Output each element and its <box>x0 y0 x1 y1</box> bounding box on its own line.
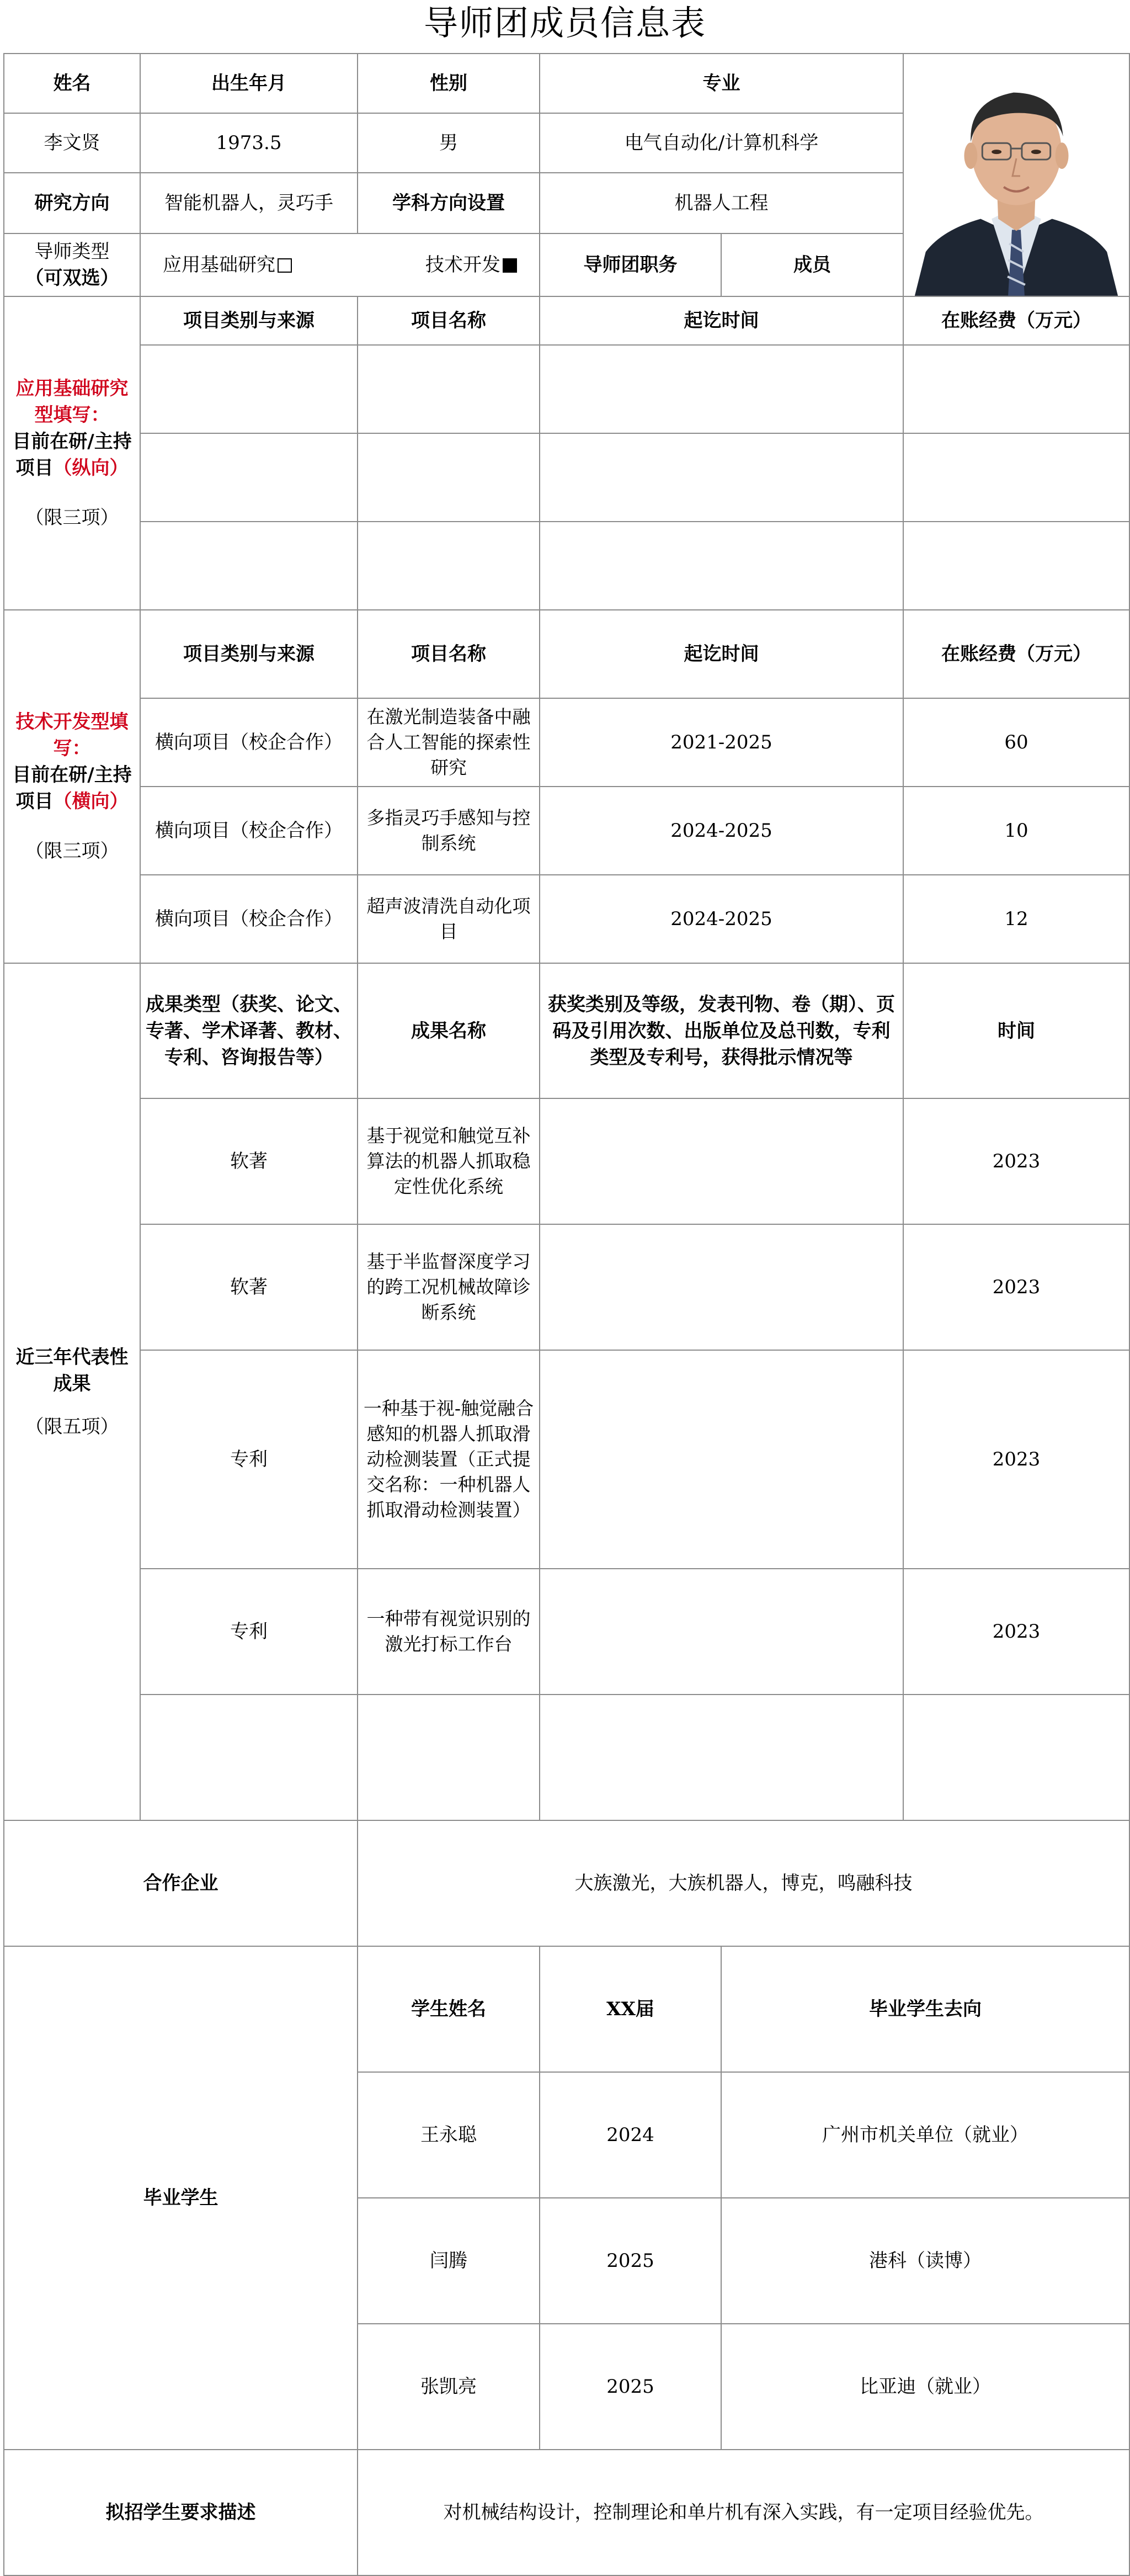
table-row <box>4 1695 1129 1820</box>
grad-row-3-year: 2025 <box>540 2324 721 2450</box>
table-row <box>4 787 1129 875</box>
tech-dev-projects-label: 目前在研/主持项目 <box>12 764 132 812</box>
table-row <box>4 1098 1129 1224</box>
basic-research-label-cell <box>4 296 140 610</box>
mentor-name: 李文贤 <box>4 113 140 173</box>
research-label: 研究方向 <box>4 173 140 233</box>
checked-box-icon <box>503 258 517 273</box>
tech-row-3-name: 超声波清洗自动化项目 <box>358 875 540 963</box>
achievements-label-cell <box>4 963 140 1820</box>
mentor-photo <box>903 54 1129 296</box>
tech-row-1-source: 横向项目（校企合作） <box>140 698 358 787</box>
basic-research-projects-label: 目前在研/主持项目 <box>12 431 132 479</box>
mentor-info-table <box>3 53 1130 2576</box>
tech-row-1-period: 2021-2025 <box>540 698 903 787</box>
tech-row-2-period: 2024-2025 <box>540 787 903 875</box>
page-title: 导师团成员信息表 <box>423 3 706 43</box>
basic-col-funds: 在账经费（万元） <box>903 296 1129 345</box>
role-value: 成员 <box>721 233 903 296</box>
ach-row-3-detail <box>540 1350 903 1569</box>
type-options-cell <box>140 233 540 296</box>
type-option-tech-label: 技术开发 <box>425 254 500 276</box>
basic-row-2-source <box>140 433 358 522</box>
basic-row-1-source <box>140 345 358 433</box>
tech-row-1-name: 在激光制造装备中融合人工智能的探索性研究 <box>358 698 540 787</box>
tech-col-funds: 在账经费（万元） <box>903 610 1129 698</box>
ach-col-name: 成果名称 <box>358 963 540 1098</box>
role-label: 导师团职务 <box>540 233 721 296</box>
achievements-limit: （限五项） <box>25 1415 119 1438</box>
gender-label: 性别 <box>358 54 540 113</box>
basic-row-1-funds <box>903 345 1129 433</box>
ach-row-1-detail <box>540 1098 903 1224</box>
basic-research-limit: （限三项） <box>25 507 119 529</box>
grad-row-3-name: 张凯亮 <box>358 2324 540 2450</box>
basic-row-1-period <box>540 345 903 433</box>
basic-row-2-funds <box>903 433 1129 522</box>
basic-col-period: 起讫时间 <box>540 296 903 345</box>
table-row <box>4 698 1129 787</box>
grad-row-2-name: 闫腾 <box>358 2198 540 2324</box>
table-row <box>4 1569 1129 1695</box>
basic-col-name: 项目名称 <box>358 296 540 345</box>
requirements-value: 对机械结构设计，控制理论和单片机有深入实践，有一定项目经验优先。 <box>358 2450 1129 2575</box>
grad-row-3-dest: 比亚迪（就业） <box>721 2324 1129 2450</box>
basic-row-2-period <box>540 433 903 522</box>
ach-row-3-type: 专利 <box>140 1350 358 1569</box>
tech-dev-label-cell <box>4 610 140 963</box>
gender-value: 男 <box>358 113 540 173</box>
basic-research-type-label: 应用基础研究型填写： <box>15 378 129 426</box>
ach-row-1-name: 基于视觉和触觉互补算法的机器人抓取稳定性优化系统 <box>358 1098 540 1224</box>
ach-row-5-type <box>140 1695 358 1820</box>
portrait-image <box>904 54 1129 296</box>
birth-label: 出生年月 <box>140 54 358 113</box>
tech-col-name: 项目名称 <box>358 610 540 698</box>
tech-dev-limit: （限三项） <box>25 840 119 862</box>
ach-row-1-type: 软著 <box>140 1098 358 1224</box>
basic-research-direction: （纵向） <box>53 457 129 479</box>
basic-col-source: 项目类别与来源 <box>140 296 358 345</box>
grad-col-name: 学生姓名 <box>358 1946 540 2072</box>
grad-row-2-dest: 港科（读博） <box>721 2198 1129 2324</box>
partners-value: 大族激光，大族机器人，博克，鸣融科技 <box>358 1820 1129 1946</box>
basic-row-2-name <box>358 433 540 522</box>
ach-row-3-time: 2023 <box>903 1350 1129 1569</box>
tech-col-source: 项目类别与来源 <box>140 610 358 698</box>
tech-row-2-name: 多指灵巧手感知与控制系统 <box>358 787 540 875</box>
ach-col-type: 成果类型（获奖、论文、专著、学术译著、教材、专利、咨询报告等） <box>140 963 358 1098</box>
ach-row-2-time: 2023 <box>903 1224 1129 1350</box>
basic-row-3-name <box>358 522 540 610</box>
type-option-basic-label: 应用基础研究 <box>163 254 275 276</box>
discipline-value: 机器人工程 <box>540 173 903 233</box>
unchecked-box-icon <box>278 258 292 273</box>
grad-row-1-name: 王永聪 <box>358 2072 540 2198</box>
ach-row-4-name: 一种带有视觉识别的激光打标工作台 <box>358 1569 540 1695</box>
tech-row-2-funds: 10 <box>903 787 1129 875</box>
ach-row-3-name: 一种基于视-触觉融合感知的机器人抓取滑动检测装置（正式提交名称：一种机器人抓取滑动检测装置） <box>358 1350 540 1569</box>
ach-row-4-time: 2023 <box>903 1569 1129 1695</box>
ach-row-5-detail <box>540 1695 903 1820</box>
table-row <box>4 1350 1129 1569</box>
tech-row-1-funds: 60 <box>903 698 1129 787</box>
partners-label: 合作企业 <box>4 1820 358 1946</box>
basic-row-1-name <box>358 345 540 433</box>
table-row <box>4 875 1129 963</box>
tech-dev-type-label: 技术开发型填写： <box>15 711 129 759</box>
major-value: 电气自动化/计算机科学 <box>540 113 903 173</box>
discipline-label: 学科方向设置 <box>358 173 540 233</box>
achievements-label: 近三年代表性成果 <box>15 1346 129 1395</box>
tech-dev-direction: （横向） <box>53 790 129 812</box>
ach-row-2-type: 软著 <box>140 1224 358 1350</box>
table-row <box>4 1224 1129 1350</box>
ach-row-2-detail <box>540 1224 903 1350</box>
major-label: 专业 <box>540 54 903 113</box>
type-option-basic <box>163 252 292 278</box>
type-label-cell <box>4 233 140 296</box>
basic-row-3-source <box>140 522 358 610</box>
ach-row-4-type: 专利 <box>140 1569 358 1695</box>
ach-row-4-detail <box>540 1569 903 1695</box>
grad-row-2-year: 2025 <box>540 2198 721 2324</box>
ach-col-time: 时间 <box>903 963 1129 1098</box>
tech-row-2-source: 横向项目（校企合作） <box>140 787 358 875</box>
ach-row-2-name: 基于半监督深度学习的跨工况机械故障诊断系统 <box>358 1224 540 1350</box>
ach-col-detail: 获奖类别及等级，发表刊物、卷（期）、页码及引用次数、出版单位及总刊数，专利类型及专利号，获得批示情况等 <box>540 963 903 1098</box>
ach-row-1-time: 2023 <box>903 1098 1129 1224</box>
research-value: 智能机器人，灵巧手 <box>140 173 358 233</box>
ach-row-5-time <box>903 1695 1129 1820</box>
name-label: 姓名 <box>4 54 140 113</box>
graduates-label: 毕业学生 <box>4 1946 358 2450</box>
basic-row-3-period <box>540 522 903 610</box>
grad-col-dest: 毕业学生去向 <box>721 1946 1129 2072</box>
tech-row-3-period: 2024-2025 <box>540 875 903 963</box>
grad-row-1-year: 2024 <box>540 2072 721 2198</box>
type-note: （可双选） <box>25 267 119 289</box>
grad-col-year: XX届 <box>540 1946 721 2072</box>
tech-row-3-funds: 12 <box>903 875 1129 963</box>
tech-row-3-source: 横向项目（校企合作） <box>140 875 358 963</box>
grad-row-1-dest: 广州市机关单位（就业） <box>721 2072 1129 2198</box>
basic-row-3-funds <box>903 522 1129 610</box>
tech-col-period: 起讫时间 <box>540 610 903 698</box>
type-option-tech <box>425 252 517 278</box>
type-label: 导师类型 <box>34 241 110 263</box>
ach-row-5-name <box>358 1695 540 1820</box>
birth-date: 1973.5 <box>140 113 358 173</box>
requirements-label: 拟招学生要求描述 <box>4 2450 358 2575</box>
